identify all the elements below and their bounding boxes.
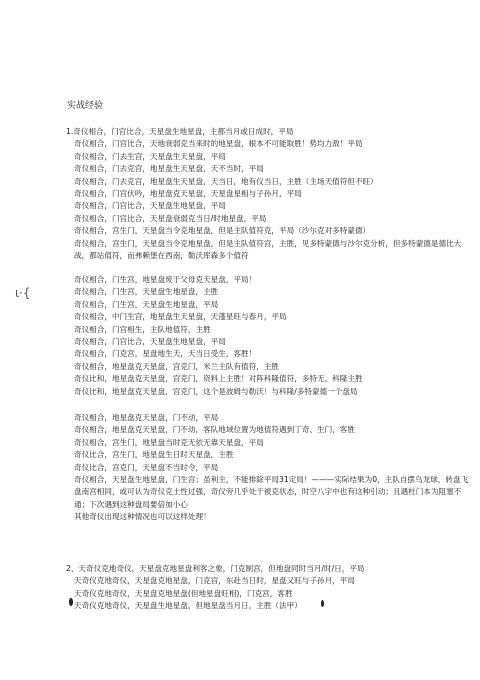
section-3-entries [66,412,470,524]
entry-line: 奇仪相合，门宫比合，天星盘生地星盘，平局 [74,201,226,211]
entry-line: 奇仪相合，天星盘生地星盘，门生宫；虽利主，不能排除平局31定局！———实际结果为0，主队自摆乌龙球，转盘飞盘南宫相同，或可认为奇仪克土性过强，奇仪旁几乎处于被克状态，时空八字中也有这种引动；且遇杜门本为阻塞不通；下次遇到这种盘局要倍加小心 [74,475,469,509]
entry-line: 奇仪相合，门克宫，星盘地生天，天当日受生，客胜！ [74,349,257,359]
entry-line: 天奇仪克地奇仪，天星盘生地星盘，但地星盘当月日，主胜（法甲） [74,601,302,611]
entry-line: 奇仪相合，门宫比合，天星盘衰弱克当日/时地星盘，平局 [74,213,267,223]
section-1-entries [66,126,470,262]
entry-line: 奇仪相合，地星盘克天星盘，门不动，平局 [74,413,219,422]
scan-speck [321,600,324,607]
section-2-entries [66,274,470,398]
section-4-entries [66,563,470,613]
entry-line: 奇仪相合，地星盘克天星盘，宫克门，米兰主队有值符，主胜 [74,361,280,371]
entry-line: 奇仪相合，门去克宫，地星盘生天星盘，天不当时，平局 [74,164,264,174]
entry-line: 奇仪相合，门去克宫，地星盘生天星盘，天当日，地有仪当日，主胜（主场天值符但不旺） [74,176,378,186]
entry-line: 其他奇仪出现这种情况也可以这样处理！ [74,512,211,522]
entry-line: 奇仪相合，门宫相生，主队地值符，主胜 [74,324,211,334]
entry-line: 奇仪相合，地星盘克天星盘，门不动，客队地域位置为地值符遇到丁奇、生门，客胜 [74,425,355,435]
entry-line: 1.奇仪相合，门宫比合，天星盘生地星盘，主都当月或日成时，平局 [66,127,294,136]
entry-line: 奇仪比合，宫克门，天星盘不当时令，平局 [74,462,219,472]
entry-line: 奇仪相合，门宫伏吟，地星盘克天星盘，天星盘星相与子孙月，平局 [74,189,302,199]
entry-line: 奇仪相合，宫生门，天星盘当令克地星盘，但是主队值符克，平局（沙尔克对多特蒙德） [74,226,371,236]
entry-line: 奇仪比和，地星盘克天星盘，宫克门，资料上主胜！对阵科隆值符，多特无，科隆主胜 [74,374,363,384]
entry-line: 天奇仪克地奇仪，天星盘克地星盘(但地星盘旺相)，门克宫，客胜 [74,588,293,598]
entry-line: 奇仪相合，中门生宫，地星盘生天星盘，天蓬星旺与春月，平局 [74,312,287,322]
entry-line: 奇仪比合，宫生门，地星盘生日时天星盘，主胜 [74,450,234,460]
scan-speck [69,598,73,606]
entry-line: 奇仪相合，门生宫，天星盘生地星盘，平局 [74,299,219,309]
entry-line: 奇仪比和，地星盘克天星盘，宫克门，这个是波姆与勒沃！与科隆/多特蒙德一个盘局 [74,386,358,396]
margin-scratch-mark: ι·{ [15,286,31,300]
entry-line: 2、天奇仪克地奇仪，天星盘克地星盘利客之象，门克制宫，但地盘同时当月/时/日，平局 [66,564,365,573]
entry-line: 天奇仪克地奇仪，天星盘克地星盘，门克宫，东赴当日时，星盘又旺与子孙月，平局 [74,576,355,586]
entry-line: 奇仪相合，门宫比合，天地衰弱克当来时的地星盘，根本不可能取胜！势均力敌！平局 [74,139,363,149]
entry-line: 奇仪相合，门去生宫，天星盘生天星盘，平局 [74,151,226,161]
entry-line: 奇仪相合，门宫比合，天星盘生地星盘，平局 [74,337,226,347]
entry-line: 奇仪相合，门生宫，天星盘生地星盘，主胜 [74,287,219,297]
entry-line: 奇仪相合，宫生门，地星盘当时克无依无靠天星盘，平局 [74,437,264,447]
entry-line: 奇仪相合，门生宫，地星盘废于父母克天星盘，平局！ [74,275,257,284]
entry-line: 奇仪相合，宫生门，天星盘当令克地星盘，但是主队值符宫，主胜，见多特蒙德与沙尔克分析，但多特蒙德是德比大战，都站值符，而弗赖堡在西南，勒沃库森多个值符 [74,238,462,261]
page-title: 实战经验 [67,101,104,111]
